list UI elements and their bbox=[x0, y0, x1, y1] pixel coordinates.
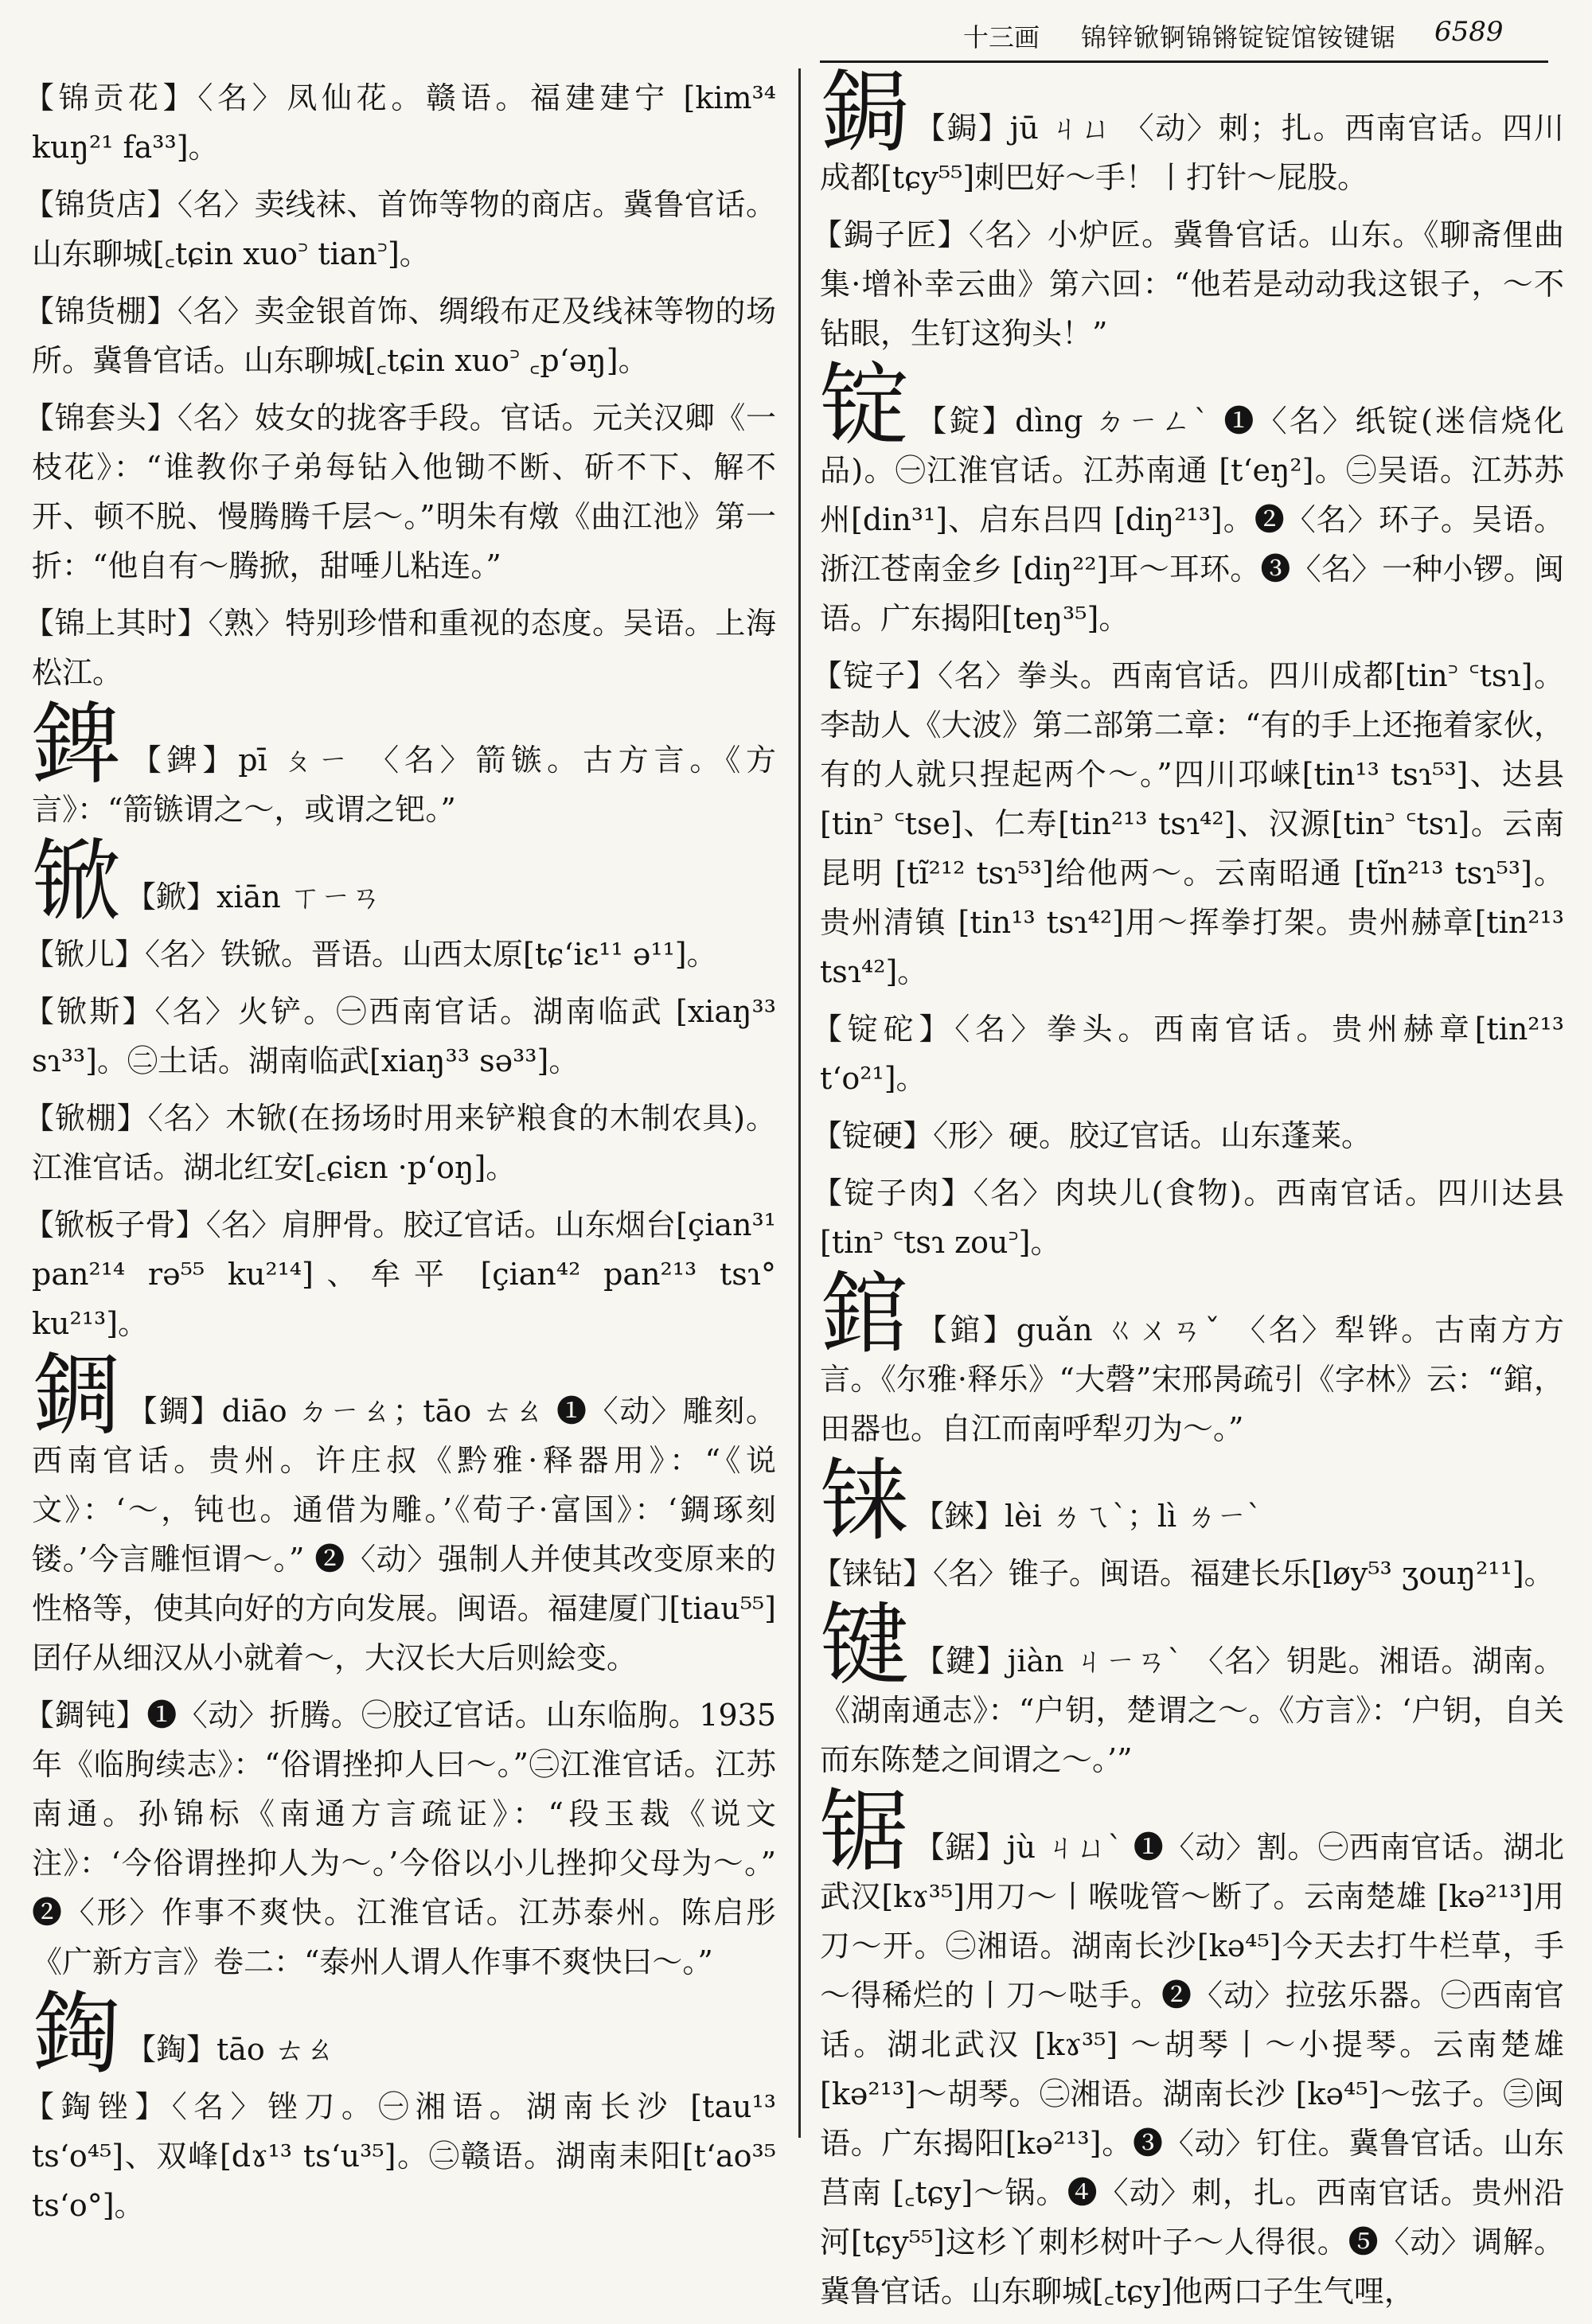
column-divider bbox=[798, 68, 801, 2138]
headword-definition: 【鋾】tāo ㄊㄠ bbox=[126, 2032, 335, 2067]
headword-character: 錧 bbox=[820, 1263, 912, 1367]
compound-entry: 【锦贡花】〈名〉凤仙花。赣语。福建建宁 [kim³⁴ kuŋ²¹ fa³³]。 bbox=[24, 80, 776, 165]
headword-entry bbox=[32, 1344, 777, 1683]
compound-entry: 【锦上其时】〈熟〉特别珍惜和重视的态度。吴语。上海松江。 bbox=[24, 606, 776, 690]
compound-entry: 【錭钝】❶〈动〉折腾。㊀胶辽官话。山东临朐。1935年《临朐续志》：“俗谓挫抑人曰～。”㊁江淮官话。江苏南通。孙锦标《南通方言疏证》：“段玉裁《说文注》：‘今俗谓挫抑人为～。’今俗以小儿挫抑父母为～。” ❷〈形〉作事不爽快。江淮官话。江苏泰州。陈启彤《广新方言》卷二：“泰州人谓人作事不爽快曰～。” bbox=[24, 1698, 776, 1979]
headword-definition: 【鋦】jū ㄐㄩ 〈动〉刺；扎。西南官话。四川成都[tɕy⁵⁵]刺巴好～手！丨打针～屁股。 bbox=[820, 111, 1565, 195]
header-rule bbox=[820, 60, 1548, 63]
headword-entry bbox=[820, 1780, 1565, 2316]
headword-character: 键 bbox=[820, 1594, 910, 1698]
compound-entry: 【锭硬】〈形〉硬。胶辽官话。山东蓬莱。 bbox=[812, 1118, 1372, 1153]
left-column bbox=[24, 73, 777, 2238]
right-column bbox=[812, 61, 1565, 2324]
compound-entry: 【锨棚】〈名〉木锨(在扬场时用来铲粮食的木制农具)。江淮官话。湖北红安[꜀ɕiɛn ·p‘oŋ]。 bbox=[24, 1101, 776, 1185]
compound-entry: 【锨斯】〈名〉火铲。㊀西南官话。湖南临武 [xiaŋ³³ sɿ³³]。㊁土话。湖南临武[xiaŋ³³ sə³³]。 bbox=[24, 994, 776, 1078]
headword-character: 鋦 bbox=[820, 61, 911, 165]
compound-entry: 【锨板子骨】〈名〉肩胛骨。胶辽官话。山东烟台[çian³¹ pan²¹⁴ rə⁵⁵ ku²¹⁴]、牟平 [çian⁴² pan²¹³ tsɿ° ku²¹³]。 bbox=[24, 1207, 776, 1341]
compound-entry: 【锦货店】〈名〉卖线袜、首饰等物的商店。冀鲁官话。山东聊城[꜀tɕin xuo꜄ tian꜄]。 bbox=[24, 187, 776, 271]
headword-definition: 【錸】lèi ㄌㄟˋ；lì ㄌㄧˋ bbox=[914, 1499, 1262, 1534]
headword-definition: 【錍】pī ㄆㄧ 〈名〉箭镞。古方言。《方言》：“箭镞谓之～，或谓之钯。” bbox=[32, 743, 777, 827]
headword-definition: 【錠】dìng ㄉㄧㄥˋ ❶〈名〉纸锭(迷信烧化品)。㊀江淮官话。江苏南通 [t‘eŋ²]。㊁吴语。江苏苏州[din³¹]、启东吕四 [diŋ²¹³]。❷〈名〉环子。吴语。浙江苍南金乡 [diŋ²²]耳～耳环。❸〈名〉一种小锣。闽语。广东揭阳[teŋ³⁵]。 bbox=[820, 404, 1565, 636]
header-characters: 锦锌锨锕锦锵锭锭馆铵键锯 bbox=[1081, 22, 1397, 53]
headword-entry bbox=[820, 1263, 1565, 1453]
compound-entry: 【锭子肉】〈名〉肉块儿(食物)。西南官话。四川达县[tin꜄ ꜂tsɿ zou꜄]。 bbox=[812, 1176, 1564, 1260]
headword-character: 锭 bbox=[820, 354, 912, 458]
compound-entry: 【锦套头】〈名〉妓女的拢客手段。官话。元关汉卿《一枝花》：“谁教你子弟每钻入他锄不断、斫不下、解不开、顿不脱、慢腾腾千层～。”明朱有燉《曲江池》第一折：“他自有～腾掀，甜唾儿粘连。” bbox=[24, 400, 776, 583]
headword-character: 錭 bbox=[32, 1344, 123, 1448]
page-header bbox=[0, 0, 1592, 64]
compound-entry: 【锭砣】〈名〉拳头。西南官话。贵州赫章[tin²¹³ t‘o²¹]。 bbox=[812, 1012, 1564, 1096]
headword-character: 鋾 bbox=[32, 1983, 121, 2086]
headword-character: 錍 bbox=[32, 693, 127, 797]
headword-definition: 【鍁】xiān ㄒㄧㄢ bbox=[126, 879, 381, 914]
headword-character: 锯 bbox=[820, 1780, 910, 1884]
compound-entry: 【鋦子匠】〈名〉小炉匠。冀鲁官话。山东。《聊斋俚曲集·增补幸云曲》第六回：“他若是动动我这银子，～不钻眼，生钉这狗头！” bbox=[812, 217, 1564, 351]
headword-entry bbox=[32, 693, 777, 834]
headword-entry bbox=[32, 1983, 776, 2086]
headword-entry bbox=[820, 354, 1565, 643]
compound-entry: 【铼钻】〈名〉锥子。闽语。福建长乐[løy⁵³ ʒouŋ²¹¹]。 bbox=[812, 1556, 1555, 1591]
headword-entry bbox=[32, 830, 776, 934]
headword-definition: 【錭】diāo ㄉㄧㄠ；tāo ㄊㄠ ❶〈动〉雕刻。西南官话。贵州。许庄叔《黔雅·释器用》：“《说文》：‘～，钝也。通借为雕。’《荀子·富国》：‘錭琢刻镂。’今言雕恒谓～。” ❷〈动〉强制人并使其改变原来的性格等，使其向好的方向发展。闽语。福建厦门[tiau⁵⁵]囝仔从细汉从小就着～，大汉长大后则絵变。 bbox=[32, 1394, 777, 1675]
headword-character: 铼 bbox=[820, 1449, 909, 1553]
compound-entry: 【锦货棚】〈名〉卖金银首饰、绸缎布疋及线袜等物的场所。冀鲁官话。山东聊城[꜀tɕin xuo꜄ ꜀p‘əŋ]。 bbox=[24, 294, 776, 378]
headword-definition: 【鋸】jù ㄐㄩˋ ❶〈动〉割。㊀西南官话。湖北武汉[kɤ³⁵]用刀～丨喉咙管～断了。云南楚雄 [kə²¹³]用刀～开。㊁湘语。湖南长沙[kə⁴⁵]今天去打牛栏草，手～得稀烂的丨刀～哒手。❷〈动〉拉弦乐器。㊀西南官话。湖北武汉 [kɤ³⁵] ～胡琴丨～小提琴。云南楚雄[kə²¹³]～胡琴。㊁湘语。湖南长沙 [kə⁴⁵]～弦子。㊂闽语。广东揭阳[kə²¹³]。❸〈动〉钉住。冀鲁官话。山东莒南 [꜀tɕy]～锅。❹〈动〉刺，扎。西南官话。贵州沿河[tɕy⁵⁵]这杉丫刺杉树叶子～人得很。❺〈动〉调解。冀鲁官话。山东聊城[꜀tɕy]他两口子生气哩， bbox=[820, 1830, 1565, 2309]
compound-entry: 【锭子】〈名〉拳头。西南官话。四川成都[tin꜄ ꜂tsɿ]。李劼人《大波》第二部第二章：“有的手上还拖着家伙，有的人就只捏起两个～。”四川邛崃[tin¹³ tsɿ⁵³]、达县[tin꜄ ꜂tse]、仁寿[tin²¹³ tsɿ⁴²]、汉源[tin꜄ ꜂tsɿ]。云南昆明 [tĩ²¹² tsɿ⁵³]给他两～。云南昭通 [tĩn²¹³ tsɿ⁵³]。贵州清镇 [tin¹³ tsɿ⁴²]用～挥拳打架。贵州赫章[tin²¹³ tsɿ⁴²]。 bbox=[812, 658, 1564, 989]
header-section: 十三画 bbox=[963, 22, 1040, 53]
headword-entry bbox=[820, 61, 1565, 202]
headword-definition: 【鍵】jiàn ㄐㄧㄢˋ 〈名〉钥匙。湘语。湖南。《湖南通志》：“户钥，楚谓之～。《方言》：‘户钥，自关而东陈楚之间谓之～。’” bbox=[820, 1644, 1565, 1777]
headword-entry bbox=[820, 1449, 1564, 1553]
compound-entry: 【锨儿】〈名〉铁锨。晋语。山西太原[tɕ‘iɛ¹¹ ə¹¹]。 bbox=[24, 937, 717, 972]
compound-entry: 【鋾锉】〈名〉锉刀。㊀湘语。湖南长沙 [tau¹³ ts‘o⁴⁵]、双峰[dɤ¹³ ts‘u³⁵]。㊁赣语。湖南耒阳[t‘ao³⁵ ts‘o°]。 bbox=[24, 2089, 776, 2223]
headword-definition: 【錧】guǎn ㄍㄨㄢˇ 〈名〉犁铧。古南方方言。《尔雅·释乐》“大磬”宋邢昺疏引《字林》云：“錧，田器也。自江而南呼犁刃为～。” bbox=[820, 1312, 1565, 1446]
headword-entry bbox=[820, 1594, 1565, 1784]
page-number: 6589 bbox=[1434, 16, 1504, 48]
headword-character: 锨 bbox=[32, 830, 121, 934]
